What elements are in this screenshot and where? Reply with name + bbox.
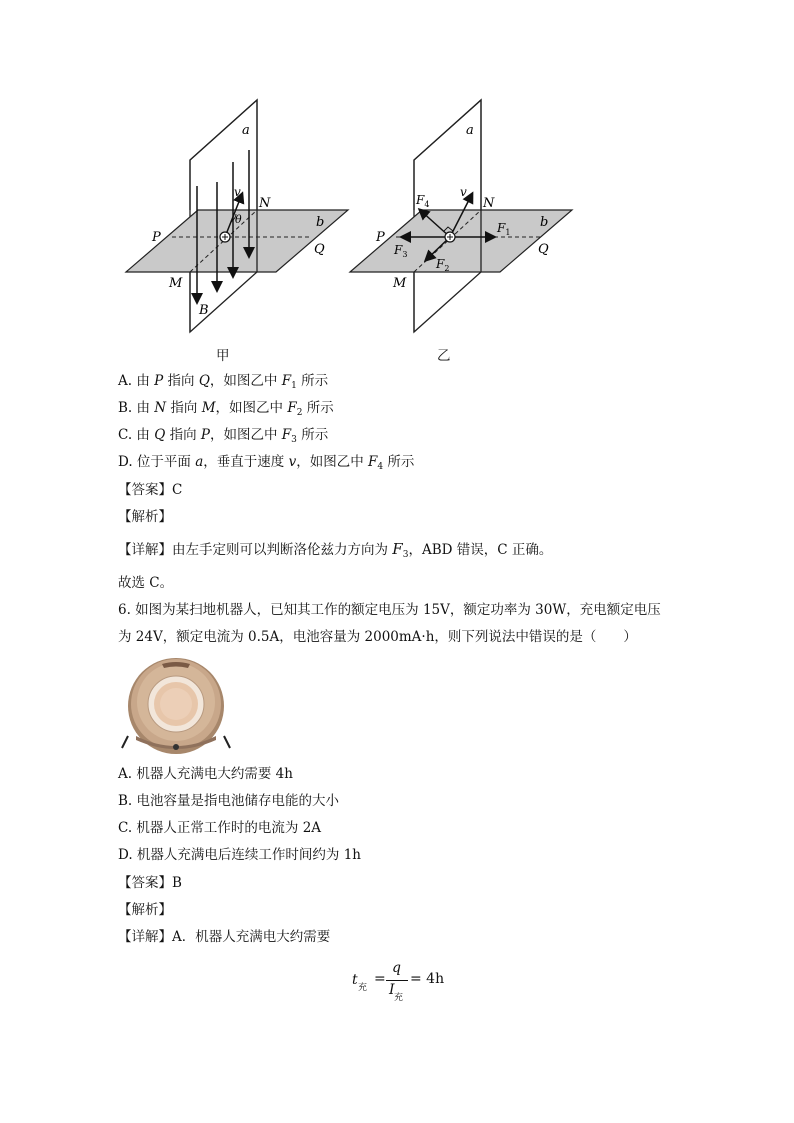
q6-option-b: B. 电池容量是指电池储存电能的大小 [118, 793, 340, 809]
figure-yi [344, 96, 580, 340]
figure-jia [120, 96, 356, 340]
q5-option-c: C. 由 Q 指向 P，如图乙中 $F_3$ 所示 [118, 427, 329, 445]
q5-option-d: D. 位于平面 a，垂直于速度 v，如图乙中 $F_4$ 所示 [118, 454, 415, 472]
label-theta: θ [235, 213, 242, 226]
label-N: N [259, 196, 271, 211]
q5-option-a: A. 由 P 指向 Q，如图乙中 $F_1$ 所示 [118, 373, 329, 391]
label-N-yi: N [483, 196, 495, 211]
label-a: a [242, 123, 250, 138]
label-b: b [316, 215, 325, 230]
fraction-bar [386, 980, 408, 981]
label-Q-yi: Q [538, 242, 549, 257]
label-M-yi: M [393, 276, 407, 291]
label-P-yi: P [376, 230, 385, 245]
label-F4: $F_4$ [416, 193, 430, 209]
label-F3: $F_3$ [394, 243, 408, 259]
q5-conclusion: 故选 C。 [118, 575, 174, 591]
label-M: M [169, 276, 183, 291]
q6-option-c: C. 机器人正常工作时的电流为 2A [118, 820, 322, 836]
q5-option-b: B. 由 N 指向 M，如图乙中 $F_2$ 所示 [118, 400, 334, 418]
label-v-yi: v [460, 185, 467, 199]
q6-option-a: A. 机器人充满电大约需要 4h [118, 766, 293, 782]
q6-stem-line1: 6. 如图为某扫地机器人，已知其工作的额定电压为 15V，额定功率为 30W，充电额定电压 [118, 602, 661, 618]
q6-option-d: D. 机器人充满电后连续工作时间约为 1h [118, 847, 361, 863]
q6-detail: 【详解】A．机器人充满电大约需要 [118, 929, 331, 945]
q6-stem-line2: 为 24V，额定电流为 0.5A，电池容量为 2000mA·h，则下列说法中错误的是（ ） [118, 629, 637, 645]
q5-analysis-heading: 【解析】 [118, 509, 172, 525]
label-a-yi: a [466, 123, 474, 138]
q6-analysis-heading: 【解析】 [118, 902, 172, 918]
label-F2: $F_2$ [436, 257, 450, 273]
q5-detail: 【详解】由左手定则可以判断洛伦兹力方向为 $F_3$，ABD 错误，C 正确。 [118, 540, 553, 560]
robot-vacuum-image [120, 658, 232, 754]
caption-jia: 甲 [216, 348, 230, 364]
q6-answer: 【答案】B [118, 875, 182, 891]
charge-time-formula: t 充 = q I 充 = 4h [352, 960, 445, 1003]
label-P: P [152, 230, 161, 245]
label-b-yi: b [540, 215, 549, 230]
label-B: B [199, 303, 209, 318]
label-F1: $F_1$ [497, 221, 511, 237]
caption-yi: 乙 [437, 348, 451, 364]
q5-answer: 【答案】C [118, 482, 183, 498]
label-v: v [234, 185, 241, 199]
label-Q: Q [314, 242, 325, 257]
